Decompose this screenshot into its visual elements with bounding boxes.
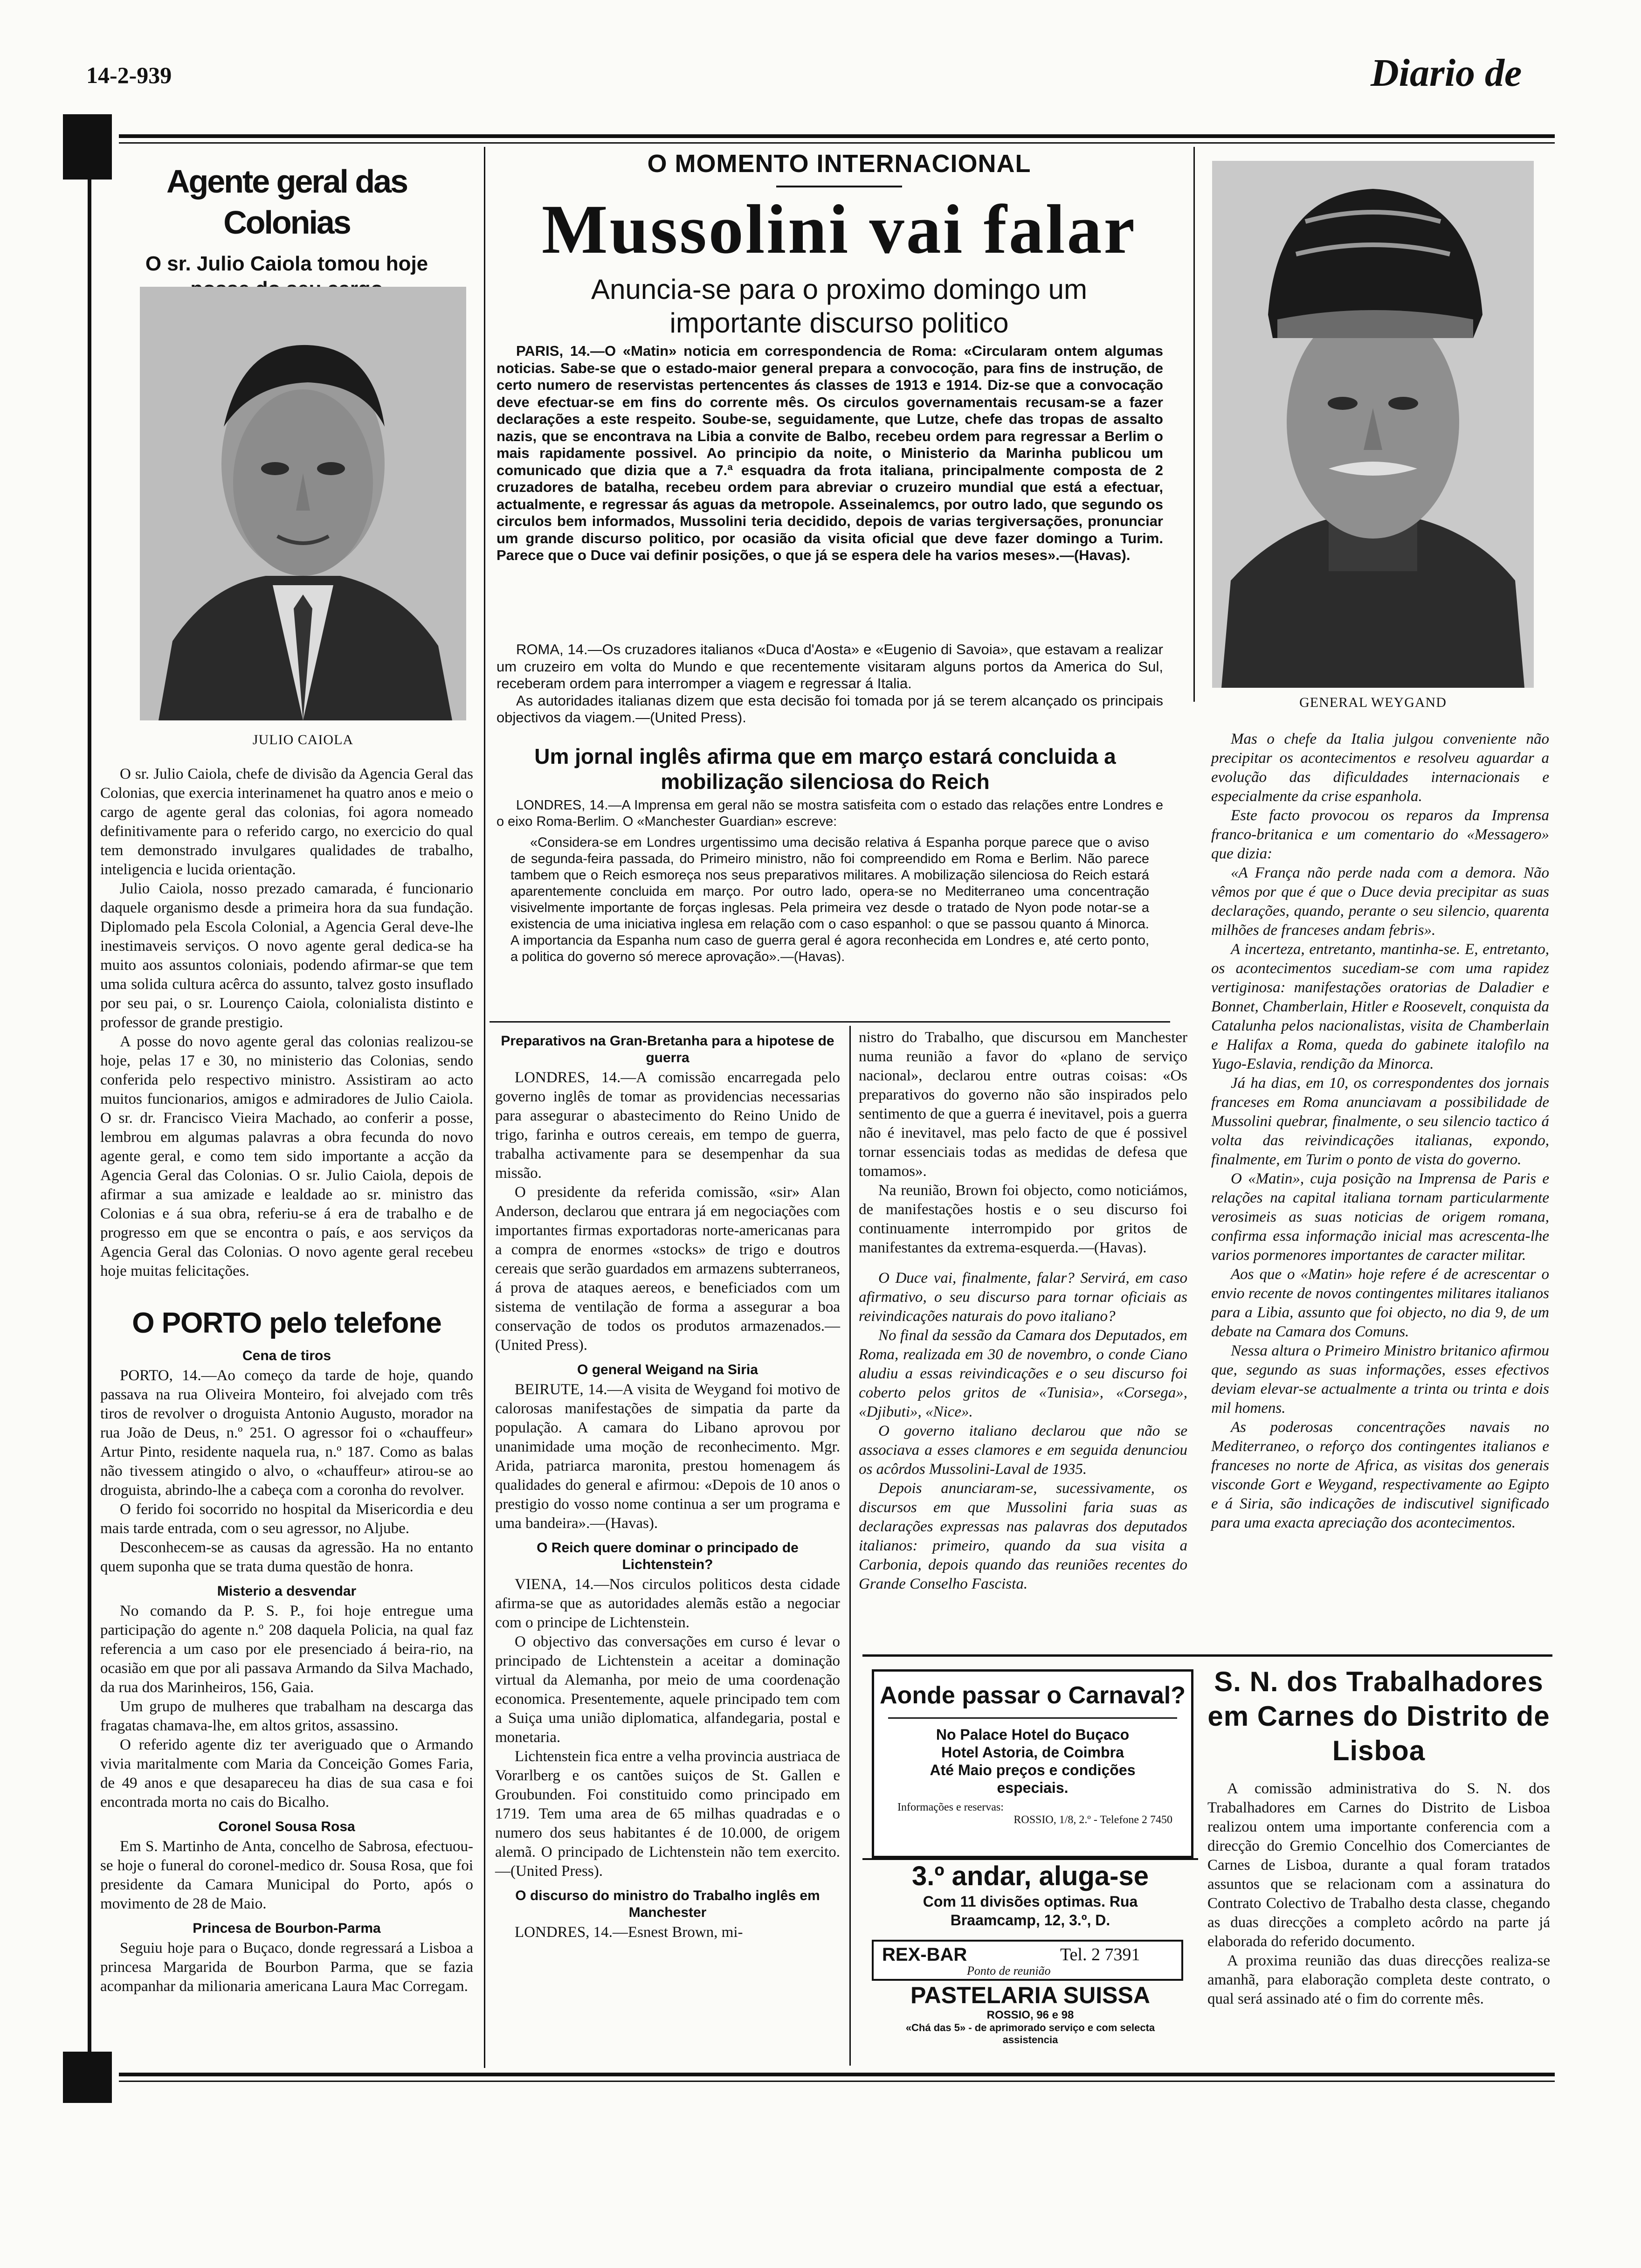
- pastelaria-ad: [872, 1982, 1189, 2046]
- portrait-figure: [140, 287, 466, 720]
- paragraph: BEIRUTE, 14.—A visita de Weygand foi motivo de calorosas manifestações de simpatia da parte da população. A camara do Libano aprovou por unanimidade uma moção de reconhecimento. Mgr. Arida, patriarca maronita, prestou homenagem ás qualidades do general e afirmou: «Depois de 10 anos o prestigio do vosso nome continua a ser um programa e uma bandeira».—(Havas).: [495, 1381, 840, 1532]
- weygand-caption: GENERAL WEYGAND: [1299, 695, 1447, 710]
- carnaval-line: Até Maio preços e condições especiais.: [930, 1762, 1136, 1796]
- pastelaria-address: ROSSIO, 96 e 98: [986, 2009, 1074, 2021]
- pastelaria-body: «Chá das 5» - de aprimorado serviço e com selecta assistencia: [905, 2022, 1155, 2046]
- paragraph: As autoridades italianas dizem que esta decisão foi tomada por já se terem alcançado os principais objectivos da viagem.—(United Press).: [496, 692, 1163, 726]
- paragraph: LONDRES, 14.—Esnest Brown, mi-: [515, 1924, 743, 1941]
- general-weygand-portrait: [1212, 161, 1534, 688]
- kicker: O MOMENTO INTERNACIONAL: [647, 150, 1031, 178]
- section-heading: O discurso do ministro do Trabalho inglês em Manchester: [515, 1888, 820, 1920]
- column-3: [495, 1033, 840, 1942]
- masthead: Diario de: [1371, 51, 1522, 95]
- paragraph: As poderosas concentrações navais no Mediterraneo, o reforço dos contingentes italianos e franceses no norte de Africa, as visitas dos generais visconde Gort e Weygand, respectivamente ao Egipto e á Siria, são indicações de indiscutivel significado para uma exacta apreciação dos acontecimentos.: [1211, 1419, 1549, 1531]
- paragraph: O presidente da referida comissão, «sir» Alan Anderson, declarou que entrara já em negociações com importantes firmas exportadoras norte-americanas para a compra de enormes «stocks» de trigo e doutros cereais que serão guardados em armazens subterraneos, á prova de ataques aereos, e beneficiados com um sistema de ventilação de forma a assegurar a boa conservação de todos os produtos armazenados.—(United Press).: [495, 1184, 840, 1354]
- paragraph: ROMA, 14.—Os cruzadores italianos «Duca d'Aosta» e «Eugenio di Savoia», que estavam a realizar um cruzeiro em volta do Mundo e que recentemente visitaram alguns portos da America do Sul, receberam ordem para interromper a viagem e regressar á Italia.: [496, 641, 1163, 691]
- londres-article: [496, 797, 1163, 965]
- porto-articles: [100, 1348, 473, 1996]
- andar-title: 3.º andar, aluga-se: [912, 1861, 1149, 1891]
- section-heading: Cena de tiros: [242, 1348, 331, 1363]
- porto-section: [100, 1306, 473, 1996]
- section-heading: Coronel Sousa Rosa: [218, 1819, 355, 1834]
- paragraph: No final da sessão da Camara dos Deputados, em Roma, realizada em 30 de novembro, o conde Ciano aludiu a essas reivindicações e o seu discurso foi coberto pelos gritos de «Tunisia», «Corsega», «Djibuti», «Nice».: [859, 1327, 1187, 1420]
- rexbar-ad: [872, 1940, 1183, 1981]
- rexbar-subtitle: Ponto de reunião: [967, 1964, 1051, 1978]
- colonias-title: Agente geral das Colonias: [166, 163, 407, 241]
- paragraph: Desconhecem-se as causas da agressão. Ha no entanto quem suponha que se trata duma questão de honra.: [100, 1539, 473, 1575]
- paragraph: O «Matin», cuja posição na Imprensa de Paris e relações na capital italiana tornam particularmente verosimeis as suas noticias de origem romana, confirma essa informação inicial mas acrescenta-lhe varios pormenores importantes de caracter militar.: [1211, 1170, 1549, 1264]
- divider: [490, 1021, 1170, 1023]
- section-heading: O Reich quere dominar o principado de Lichtenstein?: [537, 1540, 799, 1572]
- julio-caiola-portrait: [140, 287, 466, 720]
- top-rule: [119, 134, 1555, 138]
- paragraph: Um grupo de mulheres que trabalham na descarga das fragatas chamava-lhe, em altos gritos, assassino.: [100, 1698, 473, 1734]
- jornal-heading: Um jornal inglês afirma que em março estará concluida a mobilização silenciosa do Reich: [534, 744, 1116, 794]
- carnaval-info: Informações e reservas:: [897, 1801, 1004, 1813]
- paragraph: «Considera-se em Londres urgentissimo uma decisão relativa á Espanha porque parece que o aviso de segunda-feira passada, do Primeiro ministro, não foi compreendido em Roma e Berlim. Não parece tambem que o Reich esmoreça nos seus preparativos militares. A mobilização silenciosa do Reich estará aparentemente concluida em março. Por outro lado, opera-se no Mediterraneo uma concentração visivelmente importante de forças inglesas. Pela primeira vez desde o tratado de Nyon pode notar-se a existencia de uma iniciativa inglesa em relação com o caso espanhol: o que se passou quanto á Minorca. A importancia da Espanha num caso de guerra geral é agora reconhecida em Londres e, até certo ponto, a politica do governo só merece aprovação».—(Havas).: [510, 835, 1149, 964]
- paragraph: O objectivo das conversações em curso é levar o principado de Lichtenstein a aceitar a dominação virtual da Alemanha, por meio de uma coordenação economica. Presentemente, aquele principado tem com a Suiça uma união diplomatica, alfandegaria, postal e monetaria.: [495, 1633, 840, 1746]
- carnaval-address: ROSSIO, 1/8, 2.º - Telefone 2 7450: [1014, 1814, 1172, 1826]
- kicker-underline: [776, 186, 902, 187]
- section-heading: Princesa de Bourbon-Parma: [193, 1921, 381, 1936]
- carnaval-title: Aonde passar o Carnaval?: [880, 1682, 1186, 1709]
- section-heading: Misterio a desvendar: [217, 1583, 357, 1599]
- paragraph: No comando da P. S. P., foi hoje entregue uma participação do agente n.º 208 daquela Policia, na qual faz referencia a um caso por ele presenciado á beira-rio, na ocasião em que por ali passava Armando da Silva Machado, da rua dos Marinheiros, 156, Gaia.: [100, 1603, 473, 1696]
- sn-article: [1207, 1779, 1550, 2009]
- paragraph: O sr. Julio Caiola, chefe de divisão da Agencia Geral das Colonias, que exercia interinamenet ha quatro anos e meio o cargo de agente geral das colonias, foi agora nomeado definitivamente para o referido cargo, no exercicio do qual tem demonstrado invulgares qualidades de trabalho, inteligencia e lucida orientação.: [100, 766, 473, 878]
- rexbar-tel: Tel. 2 7391: [1060, 1945, 1140, 1964]
- paragraph: A posse do novo agente geral das colonias realizou-se hoje, pelas 17 e 30, no ministerio das Colonias, sendo conferida pelo respectivo ministro. Assistiram ao acto muitos funcionarios, amigos e admiradores de Julio Caiola. O sr. dr. Francisco Vieira Machado, ao conferir a posse, lembrou em algumas palavras a obra fecunda do novo agente geral, e como tem sido importante a acção da Agencia Geral das Colonias. O sr. Julio Caiola, depois de afirmar a sua amizade e lealdade ao sr. ministro das Colonias e á sua obra, referiu-se á era de trabalho e de progresso em que se encontra o país, e aos serviços da Agencia Geral das Colonias. O novo agente geral recebeu hoje muitas felicitações.: [100, 1033, 473, 1279]
- paragraph: Nessa altura o Primeiro Ministro britanico afirmou que, segundo as suas informações, esses efectivos deviam elevar-se actualmente a trinta ou trinta e dois mil homens.: [1211, 1342, 1549, 1417]
- porto-title: O PORTO pelo telefone: [132, 1307, 441, 1339]
- carnaval-rule: [888, 1717, 1177, 1719]
- carnaval-line: No Palace Hotel do Buçaco: [936, 1726, 1130, 1743]
- paragraph: Já ha dias, em 10, os correspondentes dos jornais franceses em Roma anunciavam a possibilidade de Mussolini quebrar, finalmente, o seu silencio tactico á volta das reivindicações italianas, expondo, finalmente, em Turim o ponto de vista do governo.: [1211, 1075, 1549, 1168]
- carnaval-ad: [872, 1669, 1193, 1858]
- sn-section: [1207, 1665, 1550, 2009]
- paragraph: Lichtenstein fica entre a velha provincia austriaca de Vorarlberg e os cantões suiços de St. Gallen e Groubunden. Foi constituido como principado em 1719. Tem uma area de 65 milhas quadradas e o numero dos seus habitantes é de 10.000, de origem alemã. O principado de Lichtenstein não tem exercito.—(United Press).: [495, 1748, 840, 1880]
- paragraph: Este facto provocou os reparos da Imprensa franco-britanica e um comentario do «Messagero» que dizia:: [1211, 807, 1549, 862]
- section-heading: Preparativos na Gran-Bretanha para a hipotese de guerra: [501, 1033, 834, 1065]
- ad-separator: [862, 1858, 1198, 1860]
- colonias-subtitle: O sr. Julio Caiola tomou hoje: [145, 252, 428, 275]
- colonias-article: [100, 765, 473, 1281]
- andar-body: Com 11 divisões optimas. Rua Braamcamp, 12, 3.º, D.: [923, 1893, 1138, 1929]
- rexbar-name: REX-BAR: [882, 1944, 967, 1965]
- julio-caiola-caption: JULIO CAIOLA: [252, 732, 354, 747]
- divider: [1193, 147, 1195, 702]
- paragraph: Julio Caiola, nosso prezado camarada, é funcionario daquele organismo desde a primeira hora da sua fundação. Diplomado pela Escola Colonial, a Agencia Geral deve-lhe inestimaveis serviços. O novo agente geral dedica-se ha muito aos assuntos coloniais, podendo afirmar-se que tem uma solida cultura acêrca do assunto, talvez gosto insuflado por seu pai, o sr. Lourenço Caiola, colonialista distinto e professor de grande prestigio.: [100, 880, 473, 1031]
- carnaval-line: Hotel Astoria, de Coimbra: [941, 1744, 1124, 1761]
- pastelaria-title: PASTELARIA SUISSA: [910, 1982, 1150, 2008]
- paris-lead: PARIS, 14.—O «Matin» noticia em correspondencia de Roma: «Circularam ontem algumas noticias. Sabe-se que o estado-maior general prepara a convocoção, para fins de instrução, de certo numero de reservistas pertencentes ás classes de 1913 e 1914. Diz-se que a convocação deve efectuar-se em fins do corrente mês. Os circulos governamentais recusam-se a fazer declarações a este respeito. Soube-se, seguidamente, que Lutze, chefe das tropas de assalto nazis, que se encontrava na Libia a convite de Balbo, recebeu ordem para regressar a Berlim o mais rapidamente possivel. Ao principio da noite, o Ministerio da Marinha publicou um comunicado que dizia que a 7.ª esquadra da frota italiana, principalmente composta de 2 cruzadores de batalha, recebeu ordem para abreviar o cruzeiro mundial que está a efectuar, actualmente, e regressar ás aguas da metropole. Asseinalemcs, por outro lado, que segundo os circulos bem informados, Mussolini teria decidido, depois de varias tergiversações, pronunciar um grande discurso politico, por ocasião da visita oficial que deve fazer domingo a Turim. Parece que o Duce vai definir posições, o que já se espera dele ha varios meses».—(Havas).: [496, 343, 1163, 563]
- divider: [484, 147, 485, 2068]
- paragraph: Em S. Martinho de Anta, concelho de Sabrosa, efectuou-se hoje o funeral do coronel-medico dr. Sousa Rosa, que foi presidente da Camara Municipal do Porto, após o movimento de 28 de Maio.: [100, 1838, 473, 1912]
- paragraph: VIENA, 14.—Nos circulos politicos desta cidade afirma-se que as autoridades alemãs estão a negociar com o principe de Lichtenstein.: [495, 1576, 840, 1631]
- paragraph: A comissão administrativa do S. N. dos Trabalhadores em Carnes do Distrito de Lisboa realizou ontem uma importante conferencia com a direcção do Gremio Concelhio dos Comerciantes de Carnes de Lisboa, durante a qual foram tratados assuntos que se relacionam com a assinatura do Contrato Colectivo de Trabalho desta classe, chegando as duas direcções a completo acôrdo na parte já elaborada do referido documento.: [1207, 1780, 1550, 1950]
- paragraph: PORTO, 14.—Ao começo da tarde de hoje, quando passava na rua Oliveira Monteiro, foi alvejado com três tiros de revolver o droguista Antonio Augusto, morador na rua João de Deus, n.º 251. O agressor foi o «chauffeur» Artur Pinto, residente naquela rua, n.º 187. Como as balas não tivessem atingido o alvo, o «chauffeur» atirou-se ao droguista, abrindo-lhe a cabeça com a coronha do revolver.: [100, 1367, 473, 1499]
- left-border: [88, 140, 91, 2075]
- paragraph: O ferido foi socorrido no hospital da Misericordia e deu mais tarde entrada, com o seu agressor, no Aljube.: [100, 1501, 473, 1537]
- paragraph: LONDRES, 14.—A Imprensa em geral não se mostra satisfeita com o estado das relações entre Londres e o eixo Roma-Berlim. O «Manchester Guardian» escreve:: [496, 798, 1163, 829]
- paragraph: nistro do Trabalho, que discursou em Manchester numa reunião a favor do «plano de serviço nacional», declarou entre outras coisas: «Os preparativos do governo não são inspirados pelo sentimento de que a guerra é inevitavel, pois a guerra não é inevitavel, mas pelo facto de que é possivel tornar essenciais todas as medidas de defesa que tomamos».: [859, 1029, 1187, 1180]
- portrait-figure: [1212, 161, 1534, 688]
- roma-article: [496, 641, 1163, 726]
- paragraph: Seguiu hoje para o Buçaco, donde regressará a Lisboa a princesa Margarida de Bourbon Parma, que se fazia acompanhar da milionaria americana Laura Mac Corregam.: [100, 1940, 473, 1995]
- paragraph: LONDRES, 14.—A comissão encarregada pelo governo inglês de tomar as providencias necessarias para assegurar o abastecimento do Reino Unido de trigo, farinha e outros cereais, em tempo de guerra, trabalha activamente para se desempenhar da sua missão.: [495, 1069, 840, 1182]
- paragraph: Na reunião, Brown foi objecto, como noticiámos, de manifestações hostis e o seu discurso foi continuamente interrompido por gritos de manifestantes da extrema-esquerda.—(Havas).: [859, 1182, 1187, 1256]
- paragraph: «A França não perde nada com a demora. Não vêmos por que é que o Duce devia precipitar as suas declarações, quando, perante o seu silencio, quarenta milhões de franceses andam febris».: [1211, 864, 1549, 939]
- page-date: 14-2-939: [86, 62, 172, 88]
- paragraph: Mas o chefe da Italia julgou conveniente não precipitar os acontecimentos e resolveu aguardar a evolução das dificuldades internacionais e especialmente da crise espanhola.: [1211, 731, 1549, 805]
- section-heading: O general Weigand na Siria: [577, 1362, 758, 1377]
- paragraph: O governo italiano declarou que não se associava a esses clamores e em seguida denunciou os acôrdos Mussolini-Laval de 1935.: [859, 1423, 1187, 1478]
- paragraph: Aos que o «Matin» hoje refere é de acrescentar o envio recente de novos contingentes militares italianos para a Libia, assunto que foi objecto, no dia 9, de um debate na Camara dos Comuns.: [1211, 1266, 1549, 1340]
- paragraph: A proxima reunião das duas direcções realiza-se amanhã, para elaboração completa deste contrato, o qual será assinado até o fim do corrente mês.: [1207, 1952, 1550, 2007]
- paragraph: Depois anunciaram-se, sucessivamente, os discursos em que Mussolini faria suas as declarações expressas nas palavras dos deputados italianos: primeiro, quando da sua visita a Carbonia, depois quando das reuniões recentes do Grande Conselho Fascista.: [859, 1480, 1187, 1592]
- deck: Anuncia-se para o proximo domingo um importante discurso politico: [591, 274, 1087, 339]
- right-commentary: [1211, 730, 1549, 1533]
- andar-ad: [872, 1860, 1189, 1929]
- divider: [849, 1026, 851, 2066]
- paragraph: A incerteza, entretanto, mantinha-se. E, entretanto, os acontecimentos sucediam-se com uma rapidez vertiginosa: manifestações oratorias de Daladier e Bonnet, Chamberlain, Hitler e Roosevelt, conquista da Catalunha pelos nacionalistas, visita de Chamberlain e Halifax a Roma, queda do gabinete italofilo na Yugo-Eslavia, rendição da Minorca.: [1211, 941, 1549, 1072]
- bottom-rule: [119, 2073, 1555, 2076]
- column-4: [859, 1028, 1187, 1594]
- main-headline: Mussolini vai falar: [541, 191, 1137, 268]
- left-column: [100, 161, 473, 302]
- top-rule-thin: [119, 142, 1555, 144]
- paragraph: O referido agente diz ter averiguado que o Armando vivia maritalmente com Maria da Conceição Gomes Faria, de 49 anos e que desapareceu ha dias de sua casa e foi encontrada morta no cais do Bicalho.: [100, 1736, 473, 1811]
- sn-title: S. N. dos Trabalhadores em Carnes do Distrito de Lisboa: [1207, 1666, 1550, 1766]
- bottom-rule-thin: [119, 2081, 1555, 2082]
- paragraph: O Duce vai, finalmente, falar? Servirá, em caso afirmativo, o seu discurso para tornar oficiais as reivindicações naturais do povo italiano?: [859, 1270, 1187, 1325]
- sn-top-rule: [862, 1654, 1552, 1657]
